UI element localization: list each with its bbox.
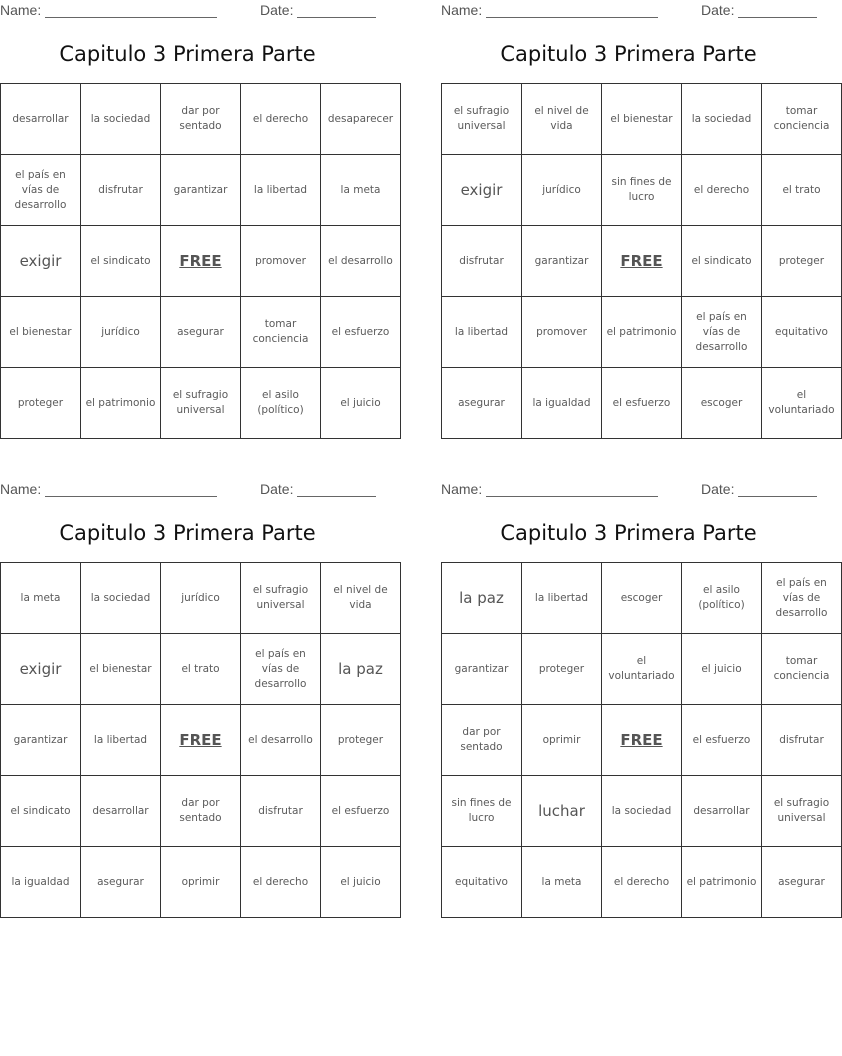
bingo-cell: la sociedad (682, 84, 762, 155)
bingo-row (442, 297, 842, 368)
bingo-cell: exigir (1, 226, 81, 297)
bingo-cell: el sindicato (81, 226, 161, 297)
bingo-cell: el voluntariado (602, 634, 682, 705)
bingo-cell: el juicio (321, 847, 401, 918)
bingo-cell: equitativo (762, 297, 842, 368)
bingo-cell: el bienestar (1, 297, 81, 368)
bingo-cell: asegurar (442, 368, 522, 439)
bingo-cell: el esfuerzo (321, 297, 401, 368)
bingo-cell: el trato (762, 155, 842, 226)
bingo-grid (441, 562, 842, 918)
bingo-row (442, 776, 842, 847)
bingo-row (1, 226, 401, 297)
name-label: Name: (441, 481, 483, 497)
bingo-cell: el nivel de vida (321, 563, 401, 634)
card-header (0, 479, 375, 501)
bingo-cell: el derecho (241, 84, 321, 155)
bingo-cell: el patrimonio (682, 847, 762, 918)
bingo-cell: disfrutar (442, 226, 522, 297)
bingo-row (1, 634, 401, 705)
bingo-cell: luchar (522, 776, 602, 847)
bingo-cell: escoger (682, 368, 762, 439)
bingo-cell: jurídico (522, 155, 602, 226)
bingo-cell: el desarrollo (241, 705, 321, 776)
bingo-cell: proteger (1, 368, 81, 439)
bingo-cell: la libertad (81, 705, 161, 776)
bingo-cell: dar por sentado (442, 705, 522, 776)
bingo-cell: el derecho (602, 847, 682, 918)
bingo-row (442, 847, 842, 918)
bingo-cell: la meta (522, 847, 602, 918)
bingo-cell: desarrollar (682, 776, 762, 847)
bingo-cell: la igualdad (522, 368, 602, 439)
bingo-card (441, 0, 835, 416)
bingo-cell: desaparecer (321, 84, 401, 155)
bingo-cell: el sufragio universal (241, 563, 321, 634)
bingo-cell: el país en vías de desarrollo (682, 297, 762, 368)
card-title: Capitulo 3 Primera Parte (500, 42, 757, 66)
bingo-cell: el país en vías de desarrollo (762, 563, 842, 634)
bingo-cell: dar por sentado (161, 84, 241, 155)
bingo-row (1, 155, 401, 226)
bingo-cell: el voluntariado (762, 368, 842, 439)
bingo-cell: disfrutar (241, 776, 321, 847)
bingo-card (0, 0, 394, 416)
bingo-cell: dar por sentado (161, 776, 241, 847)
bingo-cell: promover (241, 226, 321, 297)
bingo-row (442, 368, 842, 439)
bingo-cell: garantizar (522, 226, 602, 297)
bingo-grid (441, 83, 842, 439)
bingo-cell: el juicio (682, 634, 762, 705)
bingo-cell: desarrollar (1, 84, 81, 155)
bingo-cell: disfrutar (81, 155, 161, 226)
name-blank (45, 496, 217, 497)
bingo-row (1, 84, 401, 155)
bingo-cell: garantizar (442, 634, 522, 705)
bingo-cell: tomar conciencia (241, 297, 321, 368)
bingo-cell: la sociedad (81, 563, 161, 634)
card-title: Capitulo 3 Primera Parte (59, 521, 316, 545)
date-label: Date: (260, 2, 294, 18)
bingo-card (0, 479, 390, 888)
bingo-cell: el sindicato (682, 226, 762, 297)
bingo-cell: proteger (762, 226, 842, 297)
bingo-cell: el nivel de vida (522, 84, 602, 155)
bingo-cell: el trato (161, 634, 241, 705)
bingo-cell: el sindicato (1, 776, 81, 847)
bingo-cell: el sufragio universal (442, 84, 522, 155)
card-header (0, 0, 375, 22)
bingo-row (442, 705, 842, 776)
bingo-cell: la libertad (442, 297, 522, 368)
bingo-row (1, 563, 401, 634)
bingo-cell: proteger (522, 634, 602, 705)
card-title: Capitulo 3 Primera Parte (500, 521, 757, 545)
bingo-cell: desarrollar (81, 776, 161, 847)
bingo-cell: oprimir (161, 847, 241, 918)
bingo-row (442, 84, 842, 155)
name-blank (486, 496, 658, 497)
bingo-cell: el sufragio universal (161, 368, 241, 439)
bingo-cell: sin fines de lucro (442, 776, 522, 847)
bingo-cell: el país en vías de desarrollo (1, 155, 81, 226)
bingo-cell: tomar conciencia (762, 634, 842, 705)
card-title: Capitulo 3 Primera Parte (59, 42, 316, 66)
bingo-cell: el esfuerzo (602, 368, 682, 439)
bingo-row (1, 297, 401, 368)
bingo-cell: el país en vías de desarrollo (241, 634, 321, 705)
bingo-cell: el patrimonio (81, 368, 161, 439)
bingo-cell: oprimir (522, 705, 602, 776)
bingo-cell: tomar conciencia (762, 84, 842, 155)
bingo-cell: la sociedad (81, 84, 161, 155)
free-space: FREE (602, 705, 682, 776)
name-label: Name: (0, 2, 42, 18)
bingo-cell: el asilo (político) (682, 563, 762, 634)
date-blank (297, 17, 376, 18)
bingo-row (442, 226, 842, 297)
bingo-cell: garantizar (1, 705, 81, 776)
bingo-cell: la sociedad (602, 776, 682, 847)
date-label: Date: (701, 2, 735, 18)
bingo-row (1, 705, 401, 776)
bingo-cell: exigir (1, 634, 81, 705)
bingo-cell: proteger (321, 705, 401, 776)
name-blank (486, 17, 658, 18)
bingo-cell: el patrimonio (602, 297, 682, 368)
bingo-cell: la libertad (241, 155, 321, 226)
bingo-cell: el esfuerzo (682, 705, 762, 776)
bingo-cell: promover (522, 297, 602, 368)
bingo-cell: equitativo (442, 847, 522, 918)
bingo-cell: exigir (442, 155, 522, 226)
bingo-cell: la paz (321, 634, 401, 705)
bingo-cell: el juicio (321, 368, 401, 439)
bingo-cell: disfrutar (762, 705, 842, 776)
bingo-cell: el bienestar (81, 634, 161, 705)
bingo-cell: el bienestar (602, 84, 682, 155)
card-header (441, 479, 816, 501)
bingo-row (442, 634, 842, 705)
bingo-cell: el esfuerzo (321, 776, 401, 847)
bingo-cell: el derecho (682, 155, 762, 226)
bingo-cell: la libertad (522, 563, 602, 634)
name-blank (45, 17, 217, 18)
free-space: FREE (602, 226, 682, 297)
date-blank (738, 17, 817, 18)
free-space: FREE (161, 705, 241, 776)
bingo-card (441, 479, 830, 888)
bingo-grid (0, 83, 401, 439)
bingo-row (442, 563, 842, 634)
bingo-cell: la meta (1, 563, 81, 634)
bingo-cell: asegurar (762, 847, 842, 918)
bingo-cell: sin fines de lucro (602, 155, 682, 226)
bingo-cell: la meta (321, 155, 401, 226)
free-space: FREE (161, 226, 241, 297)
card-header (441, 0, 816, 22)
date-label: Date: (260, 481, 294, 497)
bingo-cell: jurídico (161, 563, 241, 634)
date-blank (738, 496, 817, 497)
bingo-cell: la paz (442, 563, 522, 634)
bingo-cell: la igualdad (1, 847, 81, 918)
bingo-row (1, 847, 401, 918)
bingo-row (442, 155, 842, 226)
bingo-cell: el desarrollo (321, 226, 401, 297)
bingo-cell: el derecho (241, 847, 321, 918)
bingo-cell: asegurar (81, 847, 161, 918)
bingo-row (1, 776, 401, 847)
date-label: Date: (701, 481, 735, 497)
bingo-row (1, 368, 401, 439)
name-label: Name: (0, 481, 42, 497)
bingo-cell: garantizar (161, 155, 241, 226)
bingo-cell: el sufragio universal (762, 776, 842, 847)
bingo-cell: el asilo (político) (241, 368, 321, 439)
name-label: Name: (441, 2, 483, 18)
bingo-cell: escoger (602, 563, 682, 634)
bingo-cell: jurídico (81, 297, 161, 368)
bingo-grid (0, 562, 401, 918)
bingo-cell: asegurar (161, 297, 241, 368)
date-blank (297, 496, 376, 497)
